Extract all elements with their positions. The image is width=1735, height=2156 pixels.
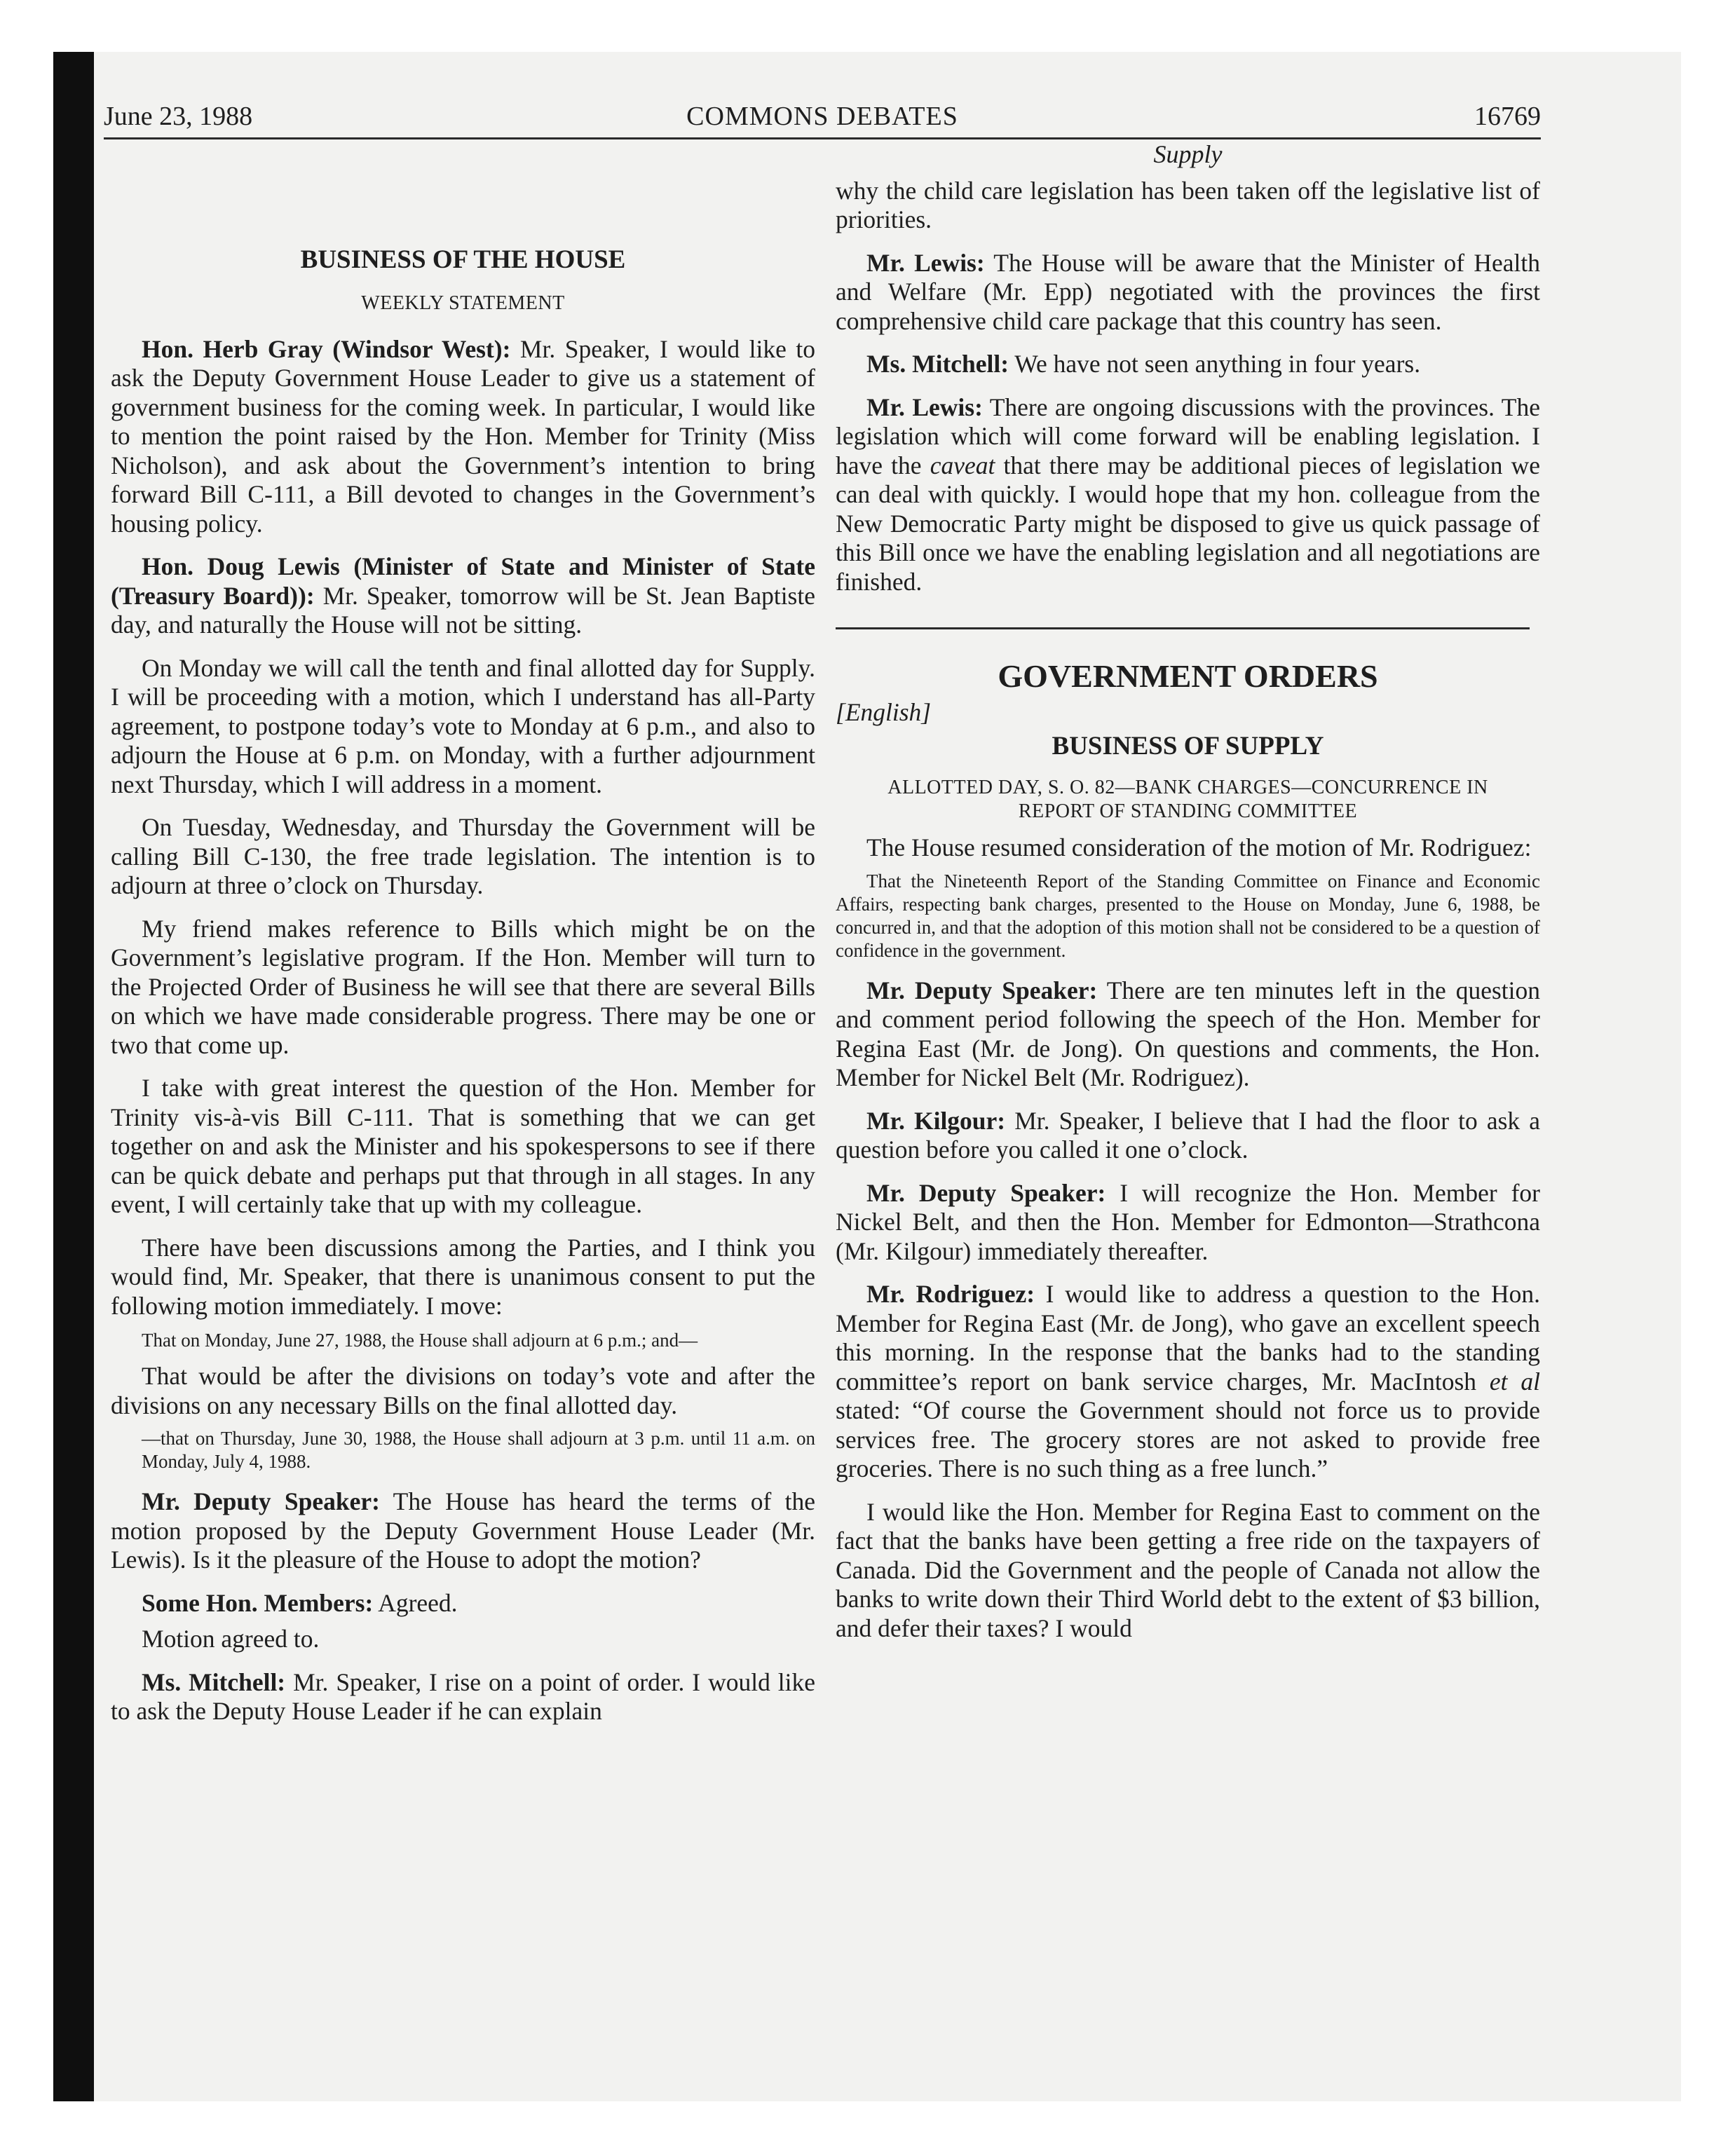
speaker-name: Mr. Lewis: [866,248,985,277]
paragraph [836,976,1540,1093]
paragraph [836,393,1540,597]
paragraph: That would be after the divisions on today’s vote and after the divisions on any necessary Bills on the final allotted day. [111,1362,815,1419]
speech-text: There are ongoing discussions with the provinces. The legislation which will come forward will be enabling legislation. I have the [836,393,1540,479]
allotted-day-line: REPORT OF STANDING COMMITTEE [1018,800,1358,822]
speaker-name: Hon. Doug Lewis (Minister of State and Minister of State (Treasury Board)): [111,552,815,610]
speech-text: stated: “Of course the Government should not force us to provide services free. The grocery stores are not asked to provide free groceries. There is no such thing as a free lunch.” [836,1396,1540,1482]
speech-text: Mr. Speaker, I would like to ask the Deputy Government House Leader to give us a statement of government business for the coming week. In particular, I would like to mention the point raised by the Hon. Member for Trinity (Miss Nicholson), and ask about the Government’s intention to bring forward Bill C-111, a Bill devoted to changes in the Government’s housing policy. [111,334,815,538]
paragraph [836,350,1540,379]
section-title-government-orders: GOVERNMENT ORDERS [998,658,1378,694]
paragraph [111,1589,815,1618]
speech-text: There are ten minutes left in the question and comment period following the speech of the Hon. Member for Regina East (Mr. de Jong). On questions and comments, the Hon. Member for Nickel Belt (Mr. Rodriguez). [836,976,1540,1091]
paragraph: On Tuesday, Wednesday, and Thursday the Government will be calling Bill C-130, the free trade legislation. The intention is to adjourn at three o’clock on Thursday. [111,813,815,899]
speech-text: Mr. Speaker, I believe that I had the floor to ask a question before you called it one o’clock. [836,1106,1540,1164]
right-column [836,140,1540,1643]
running-head-supply: Supply [1153,140,1223,168]
speech-text: The House has heard the terms of the motion proposed by the Deputy Government House Leader (Mr. Lewis). Is it the pleasure of the House to adopt the motion? [111,1487,815,1574]
paragraph: Motion agreed to. [142,1625,320,1653]
italic-text: caveat [930,451,995,479]
speech-text: I would like to address a question to the Hon. Member for Regina East (Mr. de Jong), who gave an excellent speech this morning. In the response that the banks had to the standing committee’s report on bank service charges, Mr. MacIntosh [836,1280,1540,1396]
allotted-day-heading [836,776,1540,824]
speaker-name: Mr. Deputy Speaker: [866,1178,1106,1207]
motion-text: That on Monday, June 27, 1988, the House shall adjourn at 6 p.m.; and— [142,1330,698,1351]
speaker-name: Mr. Deputy Speaker: [142,1487,381,1515]
motion-text: That the Nineteenth Report of the Standing Committee on Finance and Economic Affairs, respecting bank charges, presented to the House on Monday, June 6, 1988, be concurred in, and that the adoption of this motion shall not be considered to be a question of confidence in the government. [836,870,1540,961]
paragraph: The House resumed consideration of the motion of Mr. Rodriguez: [866,833,1532,861]
speech-text: Mr. Speaker, I rise on a point of order. I would like to ask the Deputy House Leader if he can explain [111,1667,815,1725]
language-tag: [English] [836,698,932,726]
header-date: June 23, 1988 [104,102,253,131]
paragraph [836,1179,1540,1267]
paragraph [836,249,1540,336]
paragraph: why the child care legislation has been taken off the legislative list of priorities. [836,176,1540,233]
paragraph [836,1280,1540,1484]
speaker-name: Mr. Deputy Speaker: [866,976,1098,1004]
speaker-name: Ms. Mitchell: [142,1667,286,1696]
subsection-title-business-of-supply: BUSINESS OF SUPPLY [1052,731,1324,760]
paragraph [111,552,815,640]
speech-text: that there may be additional pieces of legislation we can deal with quickly. I would hope that my hon. colleague from the New Democratic Party might be disposed to give us quick passage of this Bill once we have the enabling legislation and all negotiations are finished. [836,451,1540,596]
page-header [104,95,1541,139]
speech-text: Mr. Speaker, tomorrow will be St. Jean Baptiste day, and naturally the House will not be sitting. [111,581,815,639]
speaker-name: Ms. Mitchell: [866,350,1009,378]
paragraph: I take with great interest the question of the Hon. Member for Trinity vis-à-vis Bill C-111. That is something that we can get together on and ask the Minister and his spokespersons to see if there can be quick debate and perhaps put that through in all stages. In any event, I will certainly take that up with my colleague. [111,1074,815,1218]
speaker-name: Mr. Rodriguez: [866,1280,1035,1308]
header-page-number: 16769 [1474,102,1541,131]
speech-text: Agreed. [373,1588,458,1617]
italic-text: et al [1489,1367,1541,1396]
paragraph [836,1107,1540,1165]
paragraph [111,1668,815,1726]
left-column [111,140,815,1726]
speaker-name: Hon. Herb Gray (Windsor West): [142,334,511,363]
binding-edge [53,52,94,2101]
paragraph: There have been discussions among the Parties, and I think you would find, Mr. Speaker, that there is unanimous consent to put the following motion immediately. I move: [111,1233,815,1320]
header-title: COMMONS DEBATES [686,102,958,131]
speech-text: The House will be aware that the Minister of Health and Welfare (Mr. Epp) negotiated with the provinces the first comprehensive child care package that this country has seen. [836,248,1540,335]
speech-text: I will recognize the Hon. Member for Nickel Belt, and then the Hon. Member for Edmonton—Strathcona (Mr. Kilgour) immediately thereafter. [836,1178,1540,1265]
paragraph [111,1487,815,1575]
paragraph: My friend makes reference to Bills which might be on the Government’s legislative program. If the Hon. Member will turn to the Projected Order of Business he will see that there are several Bills on which we have made considerable progress. There may be one or two that come up. [111,914,815,1059]
paragraph: On Monday we will call the tenth and final allotted day for Supply. I will be proceeding with a motion, which I understand has all-Party agreement, to postpone today’s vote to Monday at 6 p.m., and also to adjourn the House at 6 p.m. on Monday, with a further adjournment next Thursday, which I will address in a moment. [111,653,815,798]
paragraph [111,335,815,539]
speaker-name: Mr. Kilgour: [866,1106,1006,1135]
paragraph: I would like the Hon. Member for Regina East to comment on the fact that the banks have been getting a free ride on the taxpayers of Canada. Did the Government and the people of Canada not allow the banks to write down their Third World debt to the extent of $3 billion, and defer their taxes? I would [836,1497,1540,1642]
motion-text: —that on Thursday, June 30, 1988, the House shall adjourn at 3 p.m. until 11 a.m. on Monday, July 4, 1988. [142,1428,815,1472]
speaker-name: Some Hon. Members: [142,1588,374,1617]
allotted-day-line: ALLOTTED DAY, S. O. 82—BANK CHARGES—CONCURRENCE IN [887,777,1488,798]
section-title-business-of-the-house: BUSINESS OF THE HOUSE [300,245,626,274]
section-divider [836,627,1530,629]
speaker-name: Mr. Lewis: [866,393,983,421]
subheading-weekly-statement: WEEKLY STATEMENT [361,292,565,314]
speech-text: We have not seen anything in four years. [1009,350,1421,378]
